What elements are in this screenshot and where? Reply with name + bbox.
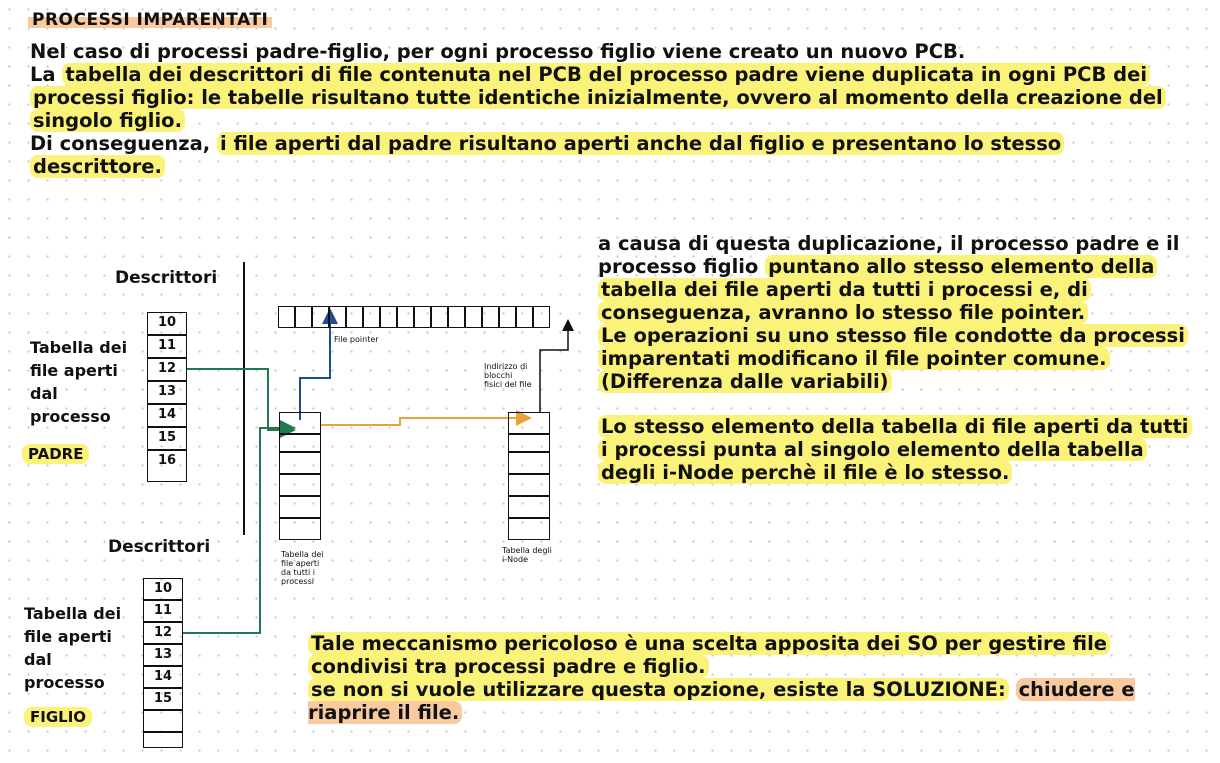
open-files-label-line: processi xyxy=(281,577,314,586)
block-address-line: blocchi xyxy=(484,371,513,380)
child-descriptor-cell: 10 xyxy=(143,578,183,600)
parent-descriptor-cell: 12 xyxy=(147,358,187,381)
right-p1-prefix: a causa di questa duplicazione, il processo padre e il processo figlio xyxy=(598,232,1180,278)
parent-table-label xyxy=(30,336,127,428)
open-files-label-line: file aperti xyxy=(281,559,320,568)
child-descriptor-cell: 14 xyxy=(143,666,183,688)
intro-p3-highlight: i file aperti dal padre risultano aperti anche dal figlio e presentano lo stesso descrittore. xyxy=(30,132,1064,178)
file-pointer-label: File pointer xyxy=(334,335,379,344)
page-title: PROCESSI IMPARENTATI xyxy=(28,10,272,30)
child-table-label xyxy=(24,602,121,694)
inode-label-line: i-Node xyxy=(502,555,528,564)
parent-descriptor-cell: 14 xyxy=(147,404,187,427)
block-address-line: Indirizzo di xyxy=(484,362,528,371)
bottom-solution-highlight: chiudere e riaprire il file. xyxy=(308,678,1135,724)
open-files-label-line: Tabella dei xyxy=(281,550,324,559)
right-p3-highlight: Lo stesso elemento della tabella di file aperti da tutti i processi punta al singolo elemento della tabella degli i-Node perchè il file è lo stesso. xyxy=(598,415,1192,484)
parent-label-line: dal xyxy=(30,384,58,403)
parent-tag: PADRE xyxy=(22,444,89,464)
child-descriptor-cell xyxy=(143,710,183,732)
child-label-line: Tabella dei xyxy=(24,604,122,623)
parent-label-line: processo xyxy=(30,407,111,426)
file-pointer-arrow xyxy=(300,312,330,420)
child-label-line: dal xyxy=(24,650,52,669)
child-descriptor-cell xyxy=(143,732,183,748)
blocks-arrow xyxy=(540,322,568,413)
child-descriptors-header: Descrittori xyxy=(108,537,211,557)
intro-p2-highlight: tabella dei descrittori di file contenuta nel PCB del processo padre viene duplicata in ogni PCB dei processi figlio: le tabelle risultano tutte identiche inizialmente, ovvero al momento della creazione del singolo figlio. xyxy=(30,63,1166,132)
inode-label-line: Tabella degli xyxy=(502,546,552,555)
child-label-line: processo xyxy=(24,673,105,692)
intro-paragraph-1: Nel caso di processi padre-figlio, per ogni processo figlio viene creato un nuovo PCB. xyxy=(30,40,966,63)
parent-descriptor-cell: 16 xyxy=(147,450,187,482)
bottom-p1-highlight: Tale meccanismo pericoloso è una scelta apposita dei SO per gestire file condivisi tra processi padre e figlio. xyxy=(308,632,1110,678)
right-p2-highlight: Le operazioni su uno stesso file condotte da processi imparentati modificano il file pointer comune. (Differenza dalle variabili) xyxy=(598,324,1188,393)
child-descriptor-arrow xyxy=(182,428,292,633)
child-tag: FIGLIO xyxy=(24,707,92,727)
inode-arrow xyxy=(320,418,528,425)
block-address-line: fisici del file xyxy=(484,380,532,389)
open-files-table-label xyxy=(281,550,324,586)
child-descriptor-cell: 11 xyxy=(143,600,183,622)
child-descriptor-cell: 15 xyxy=(143,688,183,710)
block-address-label xyxy=(484,362,532,389)
parent-descriptor-cell: 13 xyxy=(147,381,187,404)
parent-label-line: Tabella dei xyxy=(30,338,128,357)
right-p1-highlight: puntano allo stesso elemento della tabella dei file aperti da tutti i processi e, di conseguenza, avranno lo stesso file pointer. xyxy=(598,255,1157,324)
parent-label-line: file aperti xyxy=(30,361,118,380)
parent-descriptor-cell: 11 xyxy=(147,335,187,358)
intro-p3-prefix: Di conseguenza, xyxy=(30,132,217,155)
inode-table-label xyxy=(502,546,552,564)
intro-p2-prefix: La xyxy=(30,63,63,86)
parent-descriptor-cell: 15 xyxy=(147,427,187,450)
child-descriptor-cell: 12 xyxy=(143,622,183,644)
parent-descriptor-cell: 10 xyxy=(147,312,187,335)
open-files-label-line: da tutti i xyxy=(281,568,315,577)
child-descriptor-cell: 13 xyxy=(143,644,183,666)
parent-descriptor-arrow xyxy=(186,369,292,430)
bottom-p2-highlight: se non si vuole utilizzare questa opzione, esiste la SOLUZIONE: xyxy=(308,678,1009,701)
parent-descriptors-header: Descrittori xyxy=(115,268,218,288)
child-label-line: file aperti xyxy=(24,627,112,646)
